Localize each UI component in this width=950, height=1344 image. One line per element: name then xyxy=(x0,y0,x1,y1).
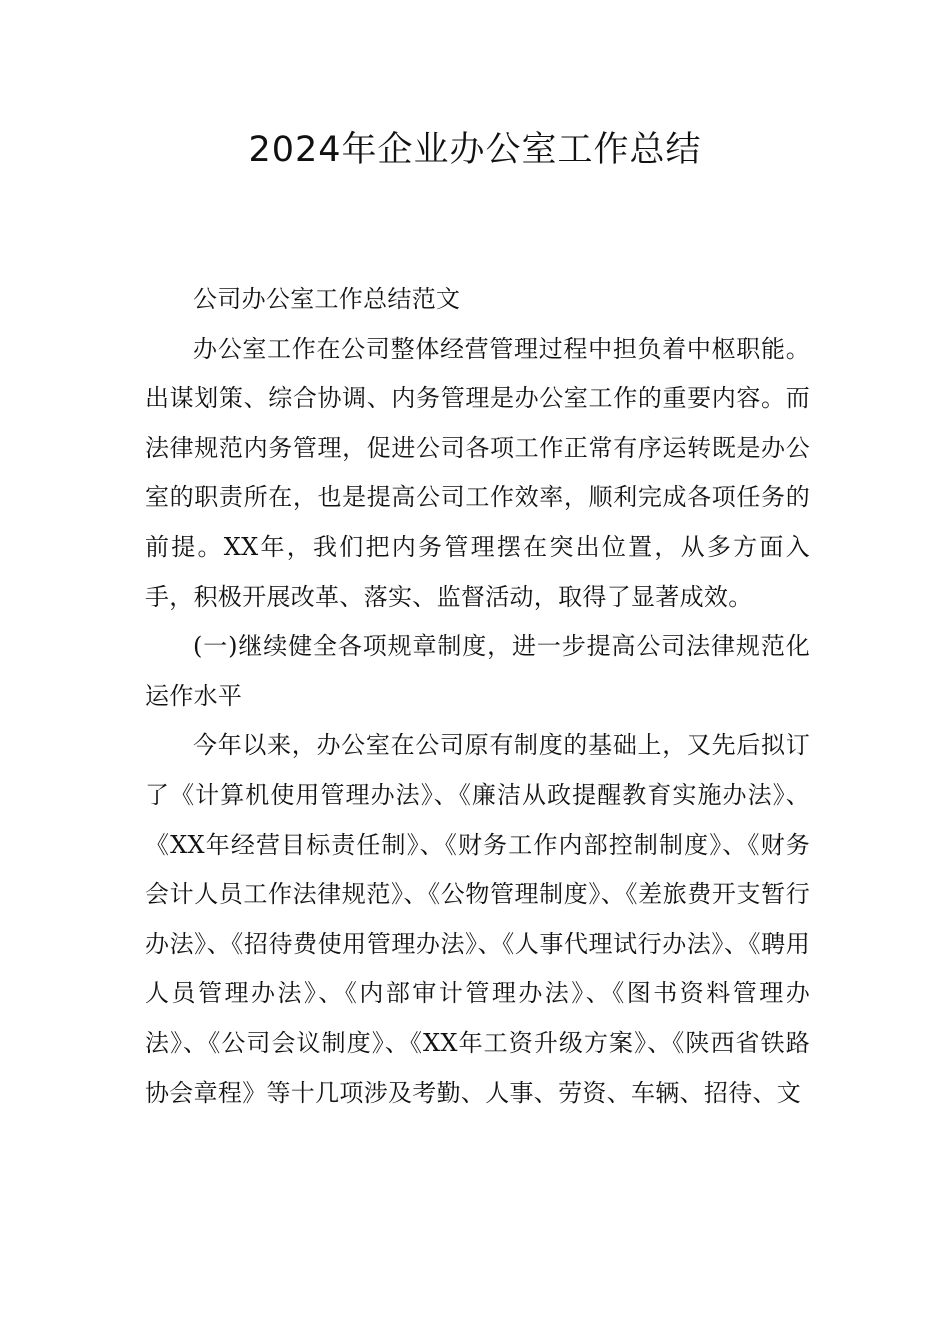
paragraph-intro: 办公室工作在公司整体经营管理过程中担负着中枢职能。出谋划策、综合协调、内务管理是办公室工作的重要内容。而法律规范内务管理，促进公司各项工作正常有序运转既是办公室的职责所在，也是提高公司工作效率，顺利完成各项任务的前提。XX年，我们把内务管理摆在突出位置，从多方面入手，积极开展改革、落实、监督活动，取得了显著成效。 xyxy=(145,334,810,611)
document-title: 2024年企业办公室工作总结 xyxy=(248,130,702,170)
paragraph-regulations: 今年以来，办公室在公司原有制度的基础上，又先后拟订了《计算机使用管理办法》、《廉洁从政提醒教育实施办法》、《XX年经营目标责任制》、《财务工作内部控制制度》、《财务会计人员工作法律规范》、《公物管理制度》、《差旅费开支暂行办法》、《招待费使用管理办法》、《人事代理试行办法》、《聘用人员管理办法》、《内部审计管理办法》、《图书资料管理办法》、《公司会议制度》、《XX年工资升级方案》、《陕西省铁路协会章程》等十几项涉及考勤、人事、劳资、车辆、招待、文 xyxy=(145,731,810,1107)
paragraph-subtitle: 公司办公室工作总结范文 xyxy=(193,285,461,313)
paragraph-section-heading: (一)继续健全各项规章制度，进一步提高公司法律规范化运作水平 xyxy=(145,632,810,710)
document-body xyxy=(145,275,810,1118)
